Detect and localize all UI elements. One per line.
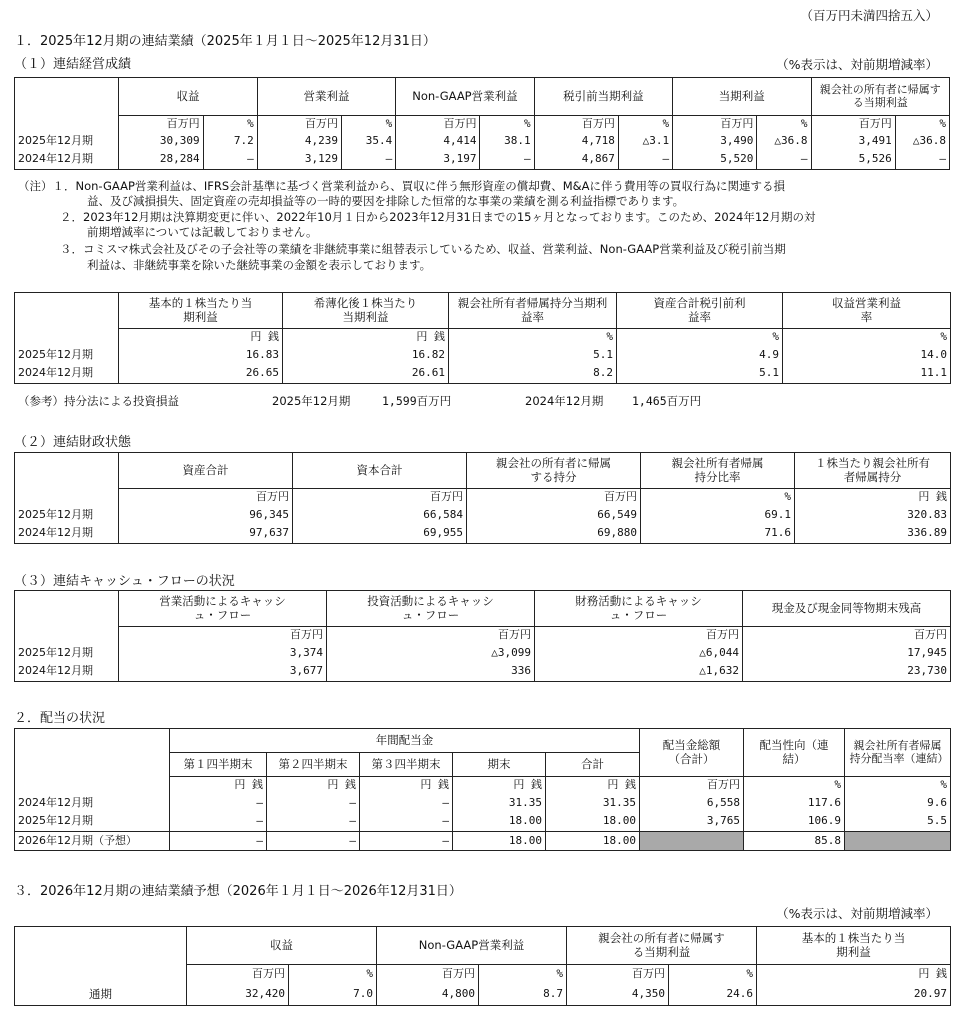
cell: 11.1 bbox=[783, 365, 951, 384]
row-label: 2024年12月期 bbox=[15, 151, 119, 170]
cell: — bbox=[203, 151, 257, 170]
header-q1: 第１四半期末 bbox=[170, 753, 267, 777]
section3-title: ３．2026年12月期の連結業績予想（2026年１月１日～2026年12月31日） bbox=[14, 884, 462, 899]
cell: 4,867 bbox=[534, 151, 618, 170]
table-row bbox=[15, 644, 951, 663]
unit-label-cell bbox=[15, 329, 119, 346]
unit-label-cell bbox=[15, 965, 187, 984]
cell: 31.35 bbox=[453, 794, 546, 813]
cell: — bbox=[267, 794, 360, 813]
unit-cell: 百万円 bbox=[119, 627, 327, 644]
cell: 106.9 bbox=[744, 813, 845, 832]
cell: — bbox=[480, 151, 534, 170]
note-line: ３．コミスマ株式会社及びその子会社等の業績を非継続事業に組替表示しているため、収益、営業利益、Non-GAAP営業利益及び税引前当期 bbox=[60, 242, 786, 256]
unit-cell: % bbox=[480, 116, 534, 133]
cell: 9.6 bbox=[845, 794, 951, 813]
cell: △6,044 bbox=[535, 644, 743, 663]
cell: — bbox=[170, 794, 267, 813]
cell: 5.1 bbox=[617, 365, 783, 384]
cell: 117.6 bbox=[744, 794, 845, 813]
cell: 85.8 bbox=[744, 832, 845, 851]
cell: △3,099 bbox=[327, 644, 535, 663]
cell: — bbox=[360, 794, 453, 813]
unit-cell: 円 銭 bbox=[360, 777, 453, 794]
header-doe: 親会社所有者帰属持分配当率（連結） bbox=[845, 729, 951, 777]
cell: 4,800 bbox=[377, 984, 479, 1006]
cell: 14.0 bbox=[783, 346, 951, 365]
table-row bbox=[15, 365, 951, 384]
unit-cell: 円 銭 bbox=[119, 329, 283, 346]
header-annual-dividend: 年間配当金 bbox=[170, 729, 640, 753]
section1-sub1-title: （１）連結経営成績 bbox=[14, 57, 132, 72]
cell: — bbox=[170, 832, 267, 851]
corner-cell bbox=[15, 753, 170, 777]
header-payout-ratio: 配当性向（連結） bbox=[744, 729, 845, 777]
table-row bbox=[15, 813, 951, 832]
corner-cell bbox=[15, 729, 170, 753]
cell: 35.4 bbox=[342, 133, 396, 151]
cell: 3,129 bbox=[257, 151, 341, 170]
corner-cell bbox=[15, 927, 187, 965]
pct-note-1: （%表示は、対前期増減率） bbox=[776, 57, 938, 72]
cell: 5.1 bbox=[449, 346, 617, 365]
unit-cell: 百万円 bbox=[534, 116, 618, 133]
header-owners-profit: 親会社の所有者に帰属する当期利益 bbox=[811, 78, 949, 116]
unit-cell: 百万円 bbox=[119, 116, 203, 133]
unit-cell: 百万円 bbox=[467, 489, 641, 506]
cell: 3,197 bbox=[396, 151, 480, 170]
header-nongaap-op: Non-GAAP営業利益 bbox=[396, 78, 534, 116]
cell: 5.5 bbox=[845, 813, 951, 832]
unit-cell: 百万円 bbox=[187, 965, 289, 984]
unit-cell: 百万円 bbox=[377, 965, 479, 984]
unit-cell: 百万円 bbox=[811, 116, 895, 133]
row-label: 2024年12月期 bbox=[15, 663, 119, 682]
unit-cell: % bbox=[757, 116, 811, 133]
unit-cell: 百万円 bbox=[673, 116, 757, 133]
cell: 7.2 bbox=[203, 133, 257, 151]
unit-note: （百万円未満四捨五入） bbox=[800, 8, 938, 23]
section2-title: ２．配当の状況 bbox=[14, 711, 106, 726]
cell: △36.8 bbox=[757, 133, 811, 151]
cell: 18.00 bbox=[453, 813, 546, 832]
unit-cell: 円 銭 bbox=[453, 777, 546, 794]
cell: 96,345 bbox=[119, 506, 293, 525]
table-row bbox=[15, 346, 951, 365]
cell: △36.8 bbox=[895, 133, 949, 151]
unit-cell: 百万円 bbox=[119, 489, 293, 506]
row-label: 2024年12月期 bbox=[15, 365, 119, 384]
cell: 4,350 bbox=[567, 984, 669, 1006]
note-line: 前期増減率については記載しておりません。 bbox=[87, 225, 318, 239]
header-roa: 資産合計税引前利益率 bbox=[617, 293, 783, 329]
cell: — bbox=[267, 813, 360, 832]
cell: — bbox=[895, 151, 949, 170]
row-label: 2024年12月期 bbox=[15, 794, 170, 813]
unit-cell: 円 銭 bbox=[546, 777, 640, 794]
header-total-equity: 資本合計 bbox=[293, 453, 467, 489]
table-row bbox=[15, 133, 950, 151]
cell: 3,374 bbox=[119, 644, 327, 663]
header-equity-ratio: 親会社所有者帰属持分比率 bbox=[641, 453, 795, 489]
cell: 38.1 bbox=[480, 133, 534, 151]
cell: 69.1 bbox=[641, 506, 795, 525]
unit-cell: % bbox=[783, 329, 951, 346]
cell: 69,880 bbox=[467, 525, 641, 544]
row-label: 2025年12月期 bbox=[15, 133, 119, 151]
header-pretax-profit: 税引前当期利益 bbox=[534, 78, 672, 116]
ref-2025-label: 2025年12月期 bbox=[272, 394, 351, 408]
unit-cell: 百万円 bbox=[396, 116, 480, 133]
cell: 5,526 bbox=[811, 151, 895, 170]
cell: 32,420 bbox=[187, 984, 289, 1006]
unit-label-cell bbox=[15, 627, 119, 644]
cell: — bbox=[360, 832, 453, 851]
cell: 336 bbox=[327, 663, 535, 682]
table-row bbox=[15, 525, 951, 544]
header-owners-equity: 親会社の所有者に帰属する持分 bbox=[467, 453, 641, 489]
dividends-table bbox=[14, 728, 951, 851]
cell: 5,520 bbox=[673, 151, 757, 170]
row-label: 2024年12月期 bbox=[15, 525, 119, 544]
cell: 17,945 bbox=[743, 644, 951, 663]
cell: 336.89 bbox=[795, 525, 951, 544]
header-forecast-owners-profit: 親会社の所有者に帰属する当期利益 bbox=[567, 927, 757, 965]
table-row bbox=[15, 151, 950, 170]
unit-cell: % bbox=[617, 329, 783, 346]
unit-cell: % bbox=[342, 116, 396, 133]
cell: 30,309 bbox=[119, 133, 203, 151]
header-bps: １株当たり親会社所有者帰属持分 bbox=[795, 453, 951, 489]
row-label: 通期 bbox=[15, 984, 187, 1006]
row-label: 2025年12月期 bbox=[15, 506, 119, 525]
header-net-profit: 当期利益 bbox=[673, 78, 811, 116]
cell: 18.00 bbox=[546, 832, 640, 851]
header-op-margin: 収益営業利益率 bbox=[783, 293, 951, 329]
corner-cell bbox=[15, 78, 119, 116]
unit-cell: % bbox=[845, 777, 951, 794]
unit-cell: 百万円 bbox=[293, 489, 467, 506]
note-line: （注）１．Non-GAAP営業利益は、IFRS会計基準に基づく営業利益から、買収に伴う無形資産の償却費、M&Aに伴う費用等の買収行為に関連する損 bbox=[18, 179, 785, 193]
table-row bbox=[15, 663, 951, 682]
cell: 8.2 bbox=[449, 365, 617, 384]
corner-cell bbox=[15, 293, 119, 329]
section1-title: １．2025年12月期の連結業績（2025年１月１日～2025年12月31日） bbox=[14, 34, 436, 49]
header-operating-profit: 営業利益 bbox=[257, 78, 395, 116]
unit-cell: 百万円 bbox=[743, 627, 951, 644]
shaded-cell bbox=[845, 832, 951, 851]
forecast-table bbox=[14, 926, 951, 1006]
unit-cell: % bbox=[641, 489, 795, 506]
unit-cell: 百万円 bbox=[640, 777, 744, 794]
cell: 66,584 bbox=[293, 506, 467, 525]
header-q3: 第３四半期末 bbox=[360, 753, 453, 777]
header-cash-end: 現金及び現金同等物期末残高 bbox=[743, 591, 951, 627]
unit-cell: 百万円 bbox=[257, 116, 341, 133]
header-revenue: 収益 bbox=[119, 78, 257, 116]
cell: 4,414 bbox=[396, 133, 480, 151]
cell: 3,677 bbox=[119, 663, 327, 682]
corner-cell bbox=[15, 453, 119, 489]
header-forecast-nongaap: Non-GAAP営業利益 bbox=[377, 927, 567, 965]
cell: 16.82 bbox=[283, 346, 449, 365]
cell: 18.00 bbox=[546, 813, 640, 832]
pct-note-3: （%表示は、対前期増減率） bbox=[776, 906, 938, 921]
header-forecast-revenue: 収益 bbox=[187, 927, 377, 965]
financial-position-table bbox=[14, 452, 951, 544]
cell: 31.35 bbox=[546, 794, 640, 813]
cell: 4.9 bbox=[617, 346, 783, 365]
operating-results-table bbox=[14, 77, 950, 170]
unit-cell: 円 銭 bbox=[757, 965, 951, 984]
unit-cell: 百万円 bbox=[535, 627, 743, 644]
header-investing-cf: 投資活動によるキャッシュ・フロー bbox=[327, 591, 535, 627]
header-q2: 第２四半期末 bbox=[267, 753, 360, 777]
cell: 69,955 bbox=[293, 525, 467, 544]
shaded-cell bbox=[640, 832, 744, 851]
table-row bbox=[15, 832, 951, 851]
cell: 28,284 bbox=[119, 151, 203, 170]
header-basic-eps: 基本的１株当たり当期利益 bbox=[119, 293, 283, 329]
row-label: 2025年12月期 bbox=[15, 813, 170, 832]
cell: — bbox=[170, 813, 267, 832]
cell: 20.97 bbox=[757, 984, 951, 1006]
cash-flow-table bbox=[14, 590, 951, 682]
table-row bbox=[15, 506, 951, 525]
header-roe: 親会社所有者帰属持分当期利益率 bbox=[449, 293, 617, 329]
cell: 320.83 bbox=[795, 506, 951, 525]
cell: 8.7 bbox=[479, 984, 567, 1006]
header-financing-cf: 財務活動によるキャッシュ・フロー bbox=[535, 591, 743, 627]
cell: △1,632 bbox=[535, 663, 743, 682]
header-total-dividend: 配当金総額（合計） bbox=[640, 729, 744, 777]
cell: 66,549 bbox=[467, 506, 641, 525]
cell: 6,558 bbox=[640, 794, 744, 813]
cell: — bbox=[757, 151, 811, 170]
corner-cell bbox=[15, 591, 119, 627]
unit-cell: % bbox=[744, 777, 845, 794]
row-label: 2026年12月期（予想） bbox=[15, 832, 170, 851]
unit-cell: % bbox=[618, 116, 672, 133]
unit-cell: 円 銭 bbox=[283, 329, 449, 346]
cell: — bbox=[618, 151, 672, 170]
unit-cell: 百万円 bbox=[567, 965, 669, 984]
unit-cell: % bbox=[449, 329, 617, 346]
section1-sub2-title: （２）連結財政状態 bbox=[14, 435, 132, 450]
unit-cell: % bbox=[479, 965, 567, 984]
cell: 3,490 bbox=[673, 133, 757, 151]
header-year-end: 期末 bbox=[453, 753, 546, 777]
cell: 4,239 bbox=[257, 133, 341, 151]
cell: 26.61 bbox=[283, 365, 449, 384]
note-line: ２．2023年12月期は決算期変更に伴い、2022年10月１日から2023年12月31日までの15ヶ月となっております。このため、2024年12月期の対 bbox=[60, 210, 816, 224]
cell: △3.1 bbox=[618, 133, 672, 151]
unit-cell: 円 銭 bbox=[267, 777, 360, 794]
unit-cell: % bbox=[669, 965, 757, 984]
section1-sub3-title: （３）連結キャッシュ・フローの状況 bbox=[14, 574, 235, 589]
unit-label-cell bbox=[15, 777, 170, 794]
cell: 97,637 bbox=[119, 525, 293, 544]
header-forecast-eps: 基本的１株当たり当期利益 bbox=[757, 927, 951, 965]
unit-cell: % bbox=[895, 116, 949, 133]
table-row bbox=[15, 794, 951, 813]
ref-2024-label: 2024年12月期 bbox=[525, 394, 604, 408]
cell: 24.6 bbox=[669, 984, 757, 1006]
cell: 16.83 bbox=[119, 346, 283, 365]
cell: 26.65 bbox=[119, 365, 283, 384]
unit-cell: % bbox=[203, 116, 257, 133]
cell: 3,491 bbox=[811, 133, 895, 151]
unit-cell: 円 銭 bbox=[795, 489, 951, 506]
cell: — bbox=[342, 151, 396, 170]
cell: 4,718 bbox=[534, 133, 618, 151]
cell: 71.6 bbox=[641, 525, 795, 544]
ref-2024-value: 1,465百万円 bbox=[632, 394, 702, 408]
cell: 18.00 bbox=[453, 832, 546, 851]
row-label: 2025年12月期 bbox=[15, 346, 119, 365]
note-line: 益、及び減損損失、固定資産の売却損益等の一時的要因を排除した恒常的な事業の業績を測る利益指標であります。 bbox=[87, 194, 685, 208]
note-line: 利益は、非継続事業を除いた継続事業の金額を表示しております。 bbox=[87, 258, 432, 272]
cell: 7.0 bbox=[289, 984, 377, 1006]
header-total: 合計 bbox=[546, 753, 640, 777]
table-row bbox=[15, 984, 951, 1006]
ref-2025-value: 1,599百万円 bbox=[382, 394, 452, 408]
header-total-assets: 資産合計 bbox=[119, 453, 293, 489]
per-share-table bbox=[14, 292, 951, 384]
cell: 23,730 bbox=[743, 663, 951, 682]
cell: 3,765 bbox=[640, 813, 744, 832]
header-operating-cf: 営業活動によるキャッシュ・フロー bbox=[119, 591, 327, 627]
unit-cell: 円 銭 bbox=[170, 777, 267, 794]
unit-cell: 百万円 bbox=[327, 627, 535, 644]
unit-label-cell bbox=[15, 489, 119, 506]
header-diluted-eps: 希薄化後１株当たり当期利益 bbox=[283, 293, 449, 329]
row-label: 2025年12月期 bbox=[15, 644, 119, 663]
unit-cell: % bbox=[289, 965, 377, 984]
cell: — bbox=[360, 813, 453, 832]
ref-label: （参考）持分法による投資損益 bbox=[18, 394, 179, 408]
unit-label-cell bbox=[15, 116, 119, 133]
cell: — bbox=[267, 832, 360, 851]
